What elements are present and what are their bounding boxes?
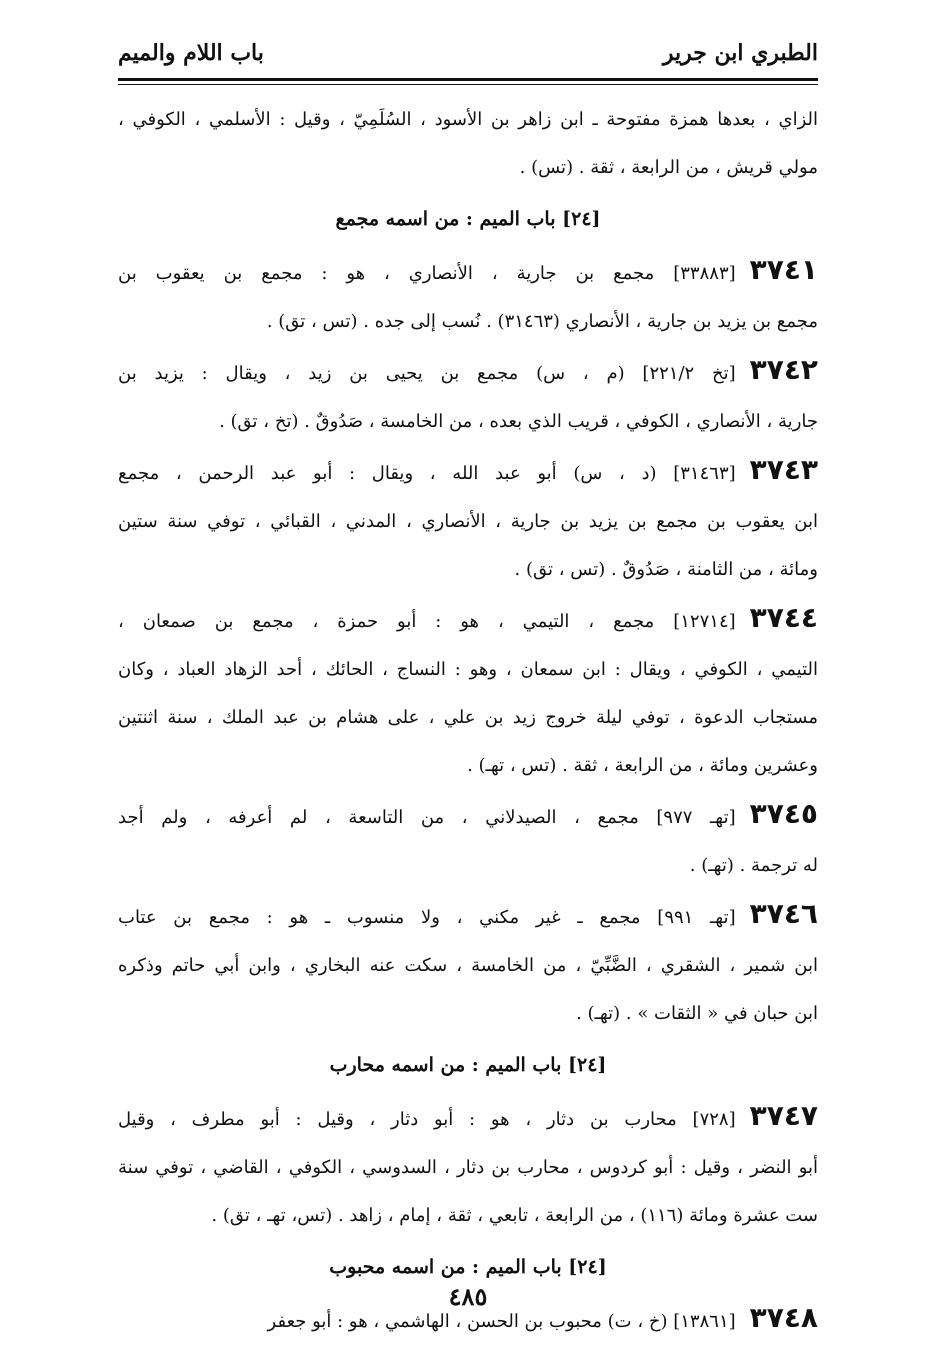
entry-text: ابن يعقوب بن مجمع بن يزيد بن جارية ، الأنصاري ، المدني ، القبائي ، توفي سنة ستين	[118, 511, 818, 532]
entry-line	[118, 694, 818, 742]
entry-line	[118, 498, 818, 546]
entry-text: جارية ، الأنصاري ، الكوفي ، قريب الذي بعده ، من الخامسة ، صَدُوقٌ . (تخ ، تق) .	[219, 411, 818, 432]
entry-text: ابن شمير ، الشقري ، الضَّبِّيّ ، من الخامسة ، سكت عنه البخاري ، وابن أبي حاتم وذكره	[118, 955, 818, 976]
entry-line	[118, 298, 818, 346]
header-rule-thick	[118, 78, 818, 81]
entry-text: [١٣٨٦١] (خ ، ت) محبوب بن الحسن ، الهاشمي ، هو : أبو جعفر	[267, 1311, 736, 1332]
entry-text: ومائة ، من الثامنة ، صَدُوقٌ . (تس ، تق) .	[514, 559, 818, 580]
entry-number: ٣٧٤٤	[749, 601, 818, 634]
entry-text: [١٢٧١٤] مجمع ، التيمي ، هو : أبو حمزة ، مجمع بن صمعان ،	[118, 611, 736, 632]
entry-line	[118, 790, 818, 842]
entry-text: ابن حبان في « الثقات » . (تهـ) .	[576, 1003, 818, 1024]
entry-text: أبو النضر ، وقيل : أبو كردوس ، محارب بن دثار ، السدوسي ، الكوفي ، القاضي ، توفي سنة	[118, 1157, 818, 1178]
entry-line	[118, 890, 818, 942]
entry-line	[118, 942, 818, 990]
biography-entry	[118, 890, 818, 1038]
header-rule-thin	[118, 84, 818, 85]
entry-line	[118, 1192, 818, 1240]
entry-number: ٣٧٤٨	[749, 1301, 818, 1334]
entry-text: مجمع بن يزيد بن جارية ، الأنصاري (٣١٤٦٣) . نُسب إلى جده . (تس ، تق) .	[266, 311, 818, 332]
entry-text: [٧٢٨] محارب بن دثار ، هو : أبو دثار ، وقيل : أبو مطرف ، وقيل	[118, 1109, 736, 1130]
intro-paragraph	[118, 96, 818, 192]
entry-line	[118, 742, 818, 790]
entry-line	[118, 842, 818, 890]
entry-text: [تهـ ٩٧٧] مجمع ، الصيدلاني ، من التاسعة ، لم أعرفه ، ولم أجد	[118, 807, 736, 828]
entry-line	[118, 1092, 818, 1144]
entry-line	[118, 646, 818, 694]
entry-text: [تخ ٢٢١/٢] (م ، س) مجمع بن يحيى بن زيد ، ويقال : يزيد بن	[118, 363, 736, 384]
entry-text: وعشرين ومائة ، من الرابعة ، ثقة . (تس ، تهـ) .	[467, 755, 818, 776]
entry-line	[118, 398, 818, 446]
entry-line	[118, 990, 818, 1038]
entry-text: [٣٣٨٨٣] مجمع بن جارية ، الأنصاري ، هو : مجمع بن يعقوب بن	[118, 263, 736, 284]
biography-entry	[118, 790, 818, 890]
entry-text: [٣١٤٦٣] (د ، س) أبو عبد الله ، ويقال : أبو عبد الرحمن ، مجمع	[118, 463, 736, 484]
section-heading: [٢٤] باب الميم : من اسمه محارب	[329, 1054, 607, 1076]
entry-number: ٣٧٤٧	[749, 1099, 818, 1132]
entry-text: [تهـ ٩٩١] مجمع ـ غير مكني ، ولا منسوب ـ هو : مجمع بن عتاب	[118, 907, 736, 928]
header-book-title: الطبري ابن جرير	[662, 40, 818, 66]
entry-number: ٣٧٤٢	[749, 353, 818, 386]
biography-entry	[118, 594, 818, 790]
page-number: ٤٨٥	[448, 1282, 488, 1311]
biography-entry	[118, 1092, 818, 1240]
entry-line	[118, 1144, 818, 1192]
page-content	[118, 96, 818, 1346]
entry-line	[118, 446, 818, 498]
entry-number: ٣٧٤٣	[749, 453, 818, 486]
header-chapter-title: باب اللام والميم	[118, 40, 264, 66]
entry-line	[118, 546, 818, 594]
entry-line	[118, 594, 818, 646]
entry-text: مستجاب الدعوة ، توفي ليلة خروج زيد بن علي ، على هشام بن عبد الملك ، سنة اثنتين	[118, 707, 818, 728]
entry-number: ٣٧٤٦	[749, 897, 818, 930]
entry-number: ٣٧٤١	[749, 253, 818, 286]
biography-entry	[118, 346, 818, 446]
section-heading: [٢٤] باب الميم : من اسمه محبوب	[329, 1256, 607, 1278]
biography-entry	[118, 446, 818, 594]
entry-text: له ترجمة . (تهـ) .	[689, 855, 818, 876]
entry-text: التيمي ، الكوفي ، ويقال : ابن سمعان ، وهو : النساج ، الحائك ، أحد الزهاد العباد ، وكان	[118, 659, 818, 680]
intro-line: مولي قريش ، من الرابعة ، ثقة . (تس) .	[519, 157, 818, 178]
entry-line	[118, 346, 818, 398]
entry-number: ٣٧٤٥	[749, 797, 818, 830]
running-header	[118, 28, 818, 78]
entry-line	[118, 246, 818, 298]
section-heading: [٢٤] باب الميم : من اسمه مجمع	[335, 208, 601, 230]
biography-entry	[118, 246, 818, 346]
intro-line: الزاي ، بعدها همزة مفتوحة ـ ابن زاهر بن الأسود ، السُلَمِيّ ، وقيل : الأسلمي ، الكوفي ،	[118, 109, 818, 130]
entry-text: ست عشرة ومائة (١١٦) ، من الرابعة ، تابعي ، ثقة ، إمام ، زاهد . (تس، تهـ ، تق) .	[211, 1205, 818, 1226]
